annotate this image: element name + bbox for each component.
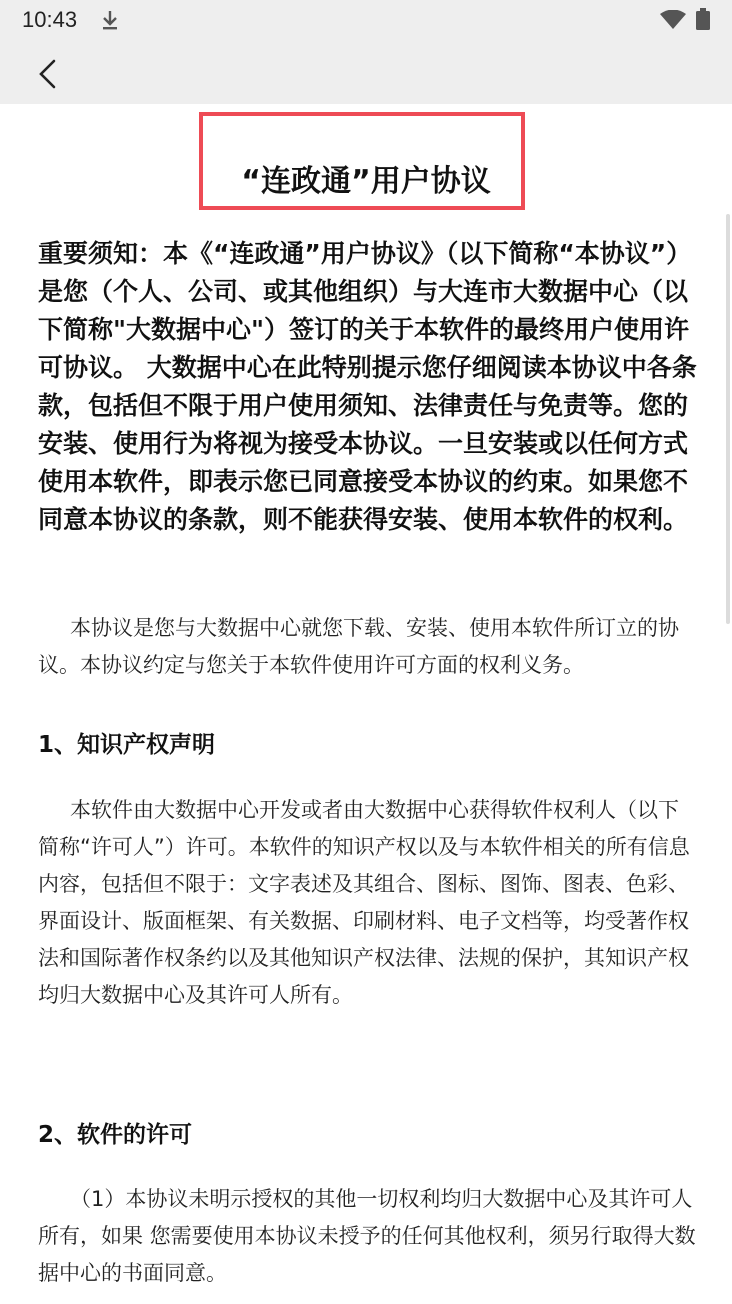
status-bar xyxy=(0,0,732,40)
intro-paragraph: 本协议是您与大数据中心就您下载、安装、使用本软件所订立的协议。本协议约定与您关于本软件使用许可方面的权利义务。 xyxy=(38,616,679,677)
section-1-body: 本软件由大数据中心开发或者由大数据中心获得软件权利人（以下简称“许可人”）许可。本软件的知识产权以及与本软件相关的所有信息内容，包括但不限于：文字表述及其组合、图标、图饰、图表、色彩、界面设计、版面框架、有关数据、印刷材料、电子文档等，均受著作权法和国际著作权条约以及其他知识产权法律、法规的保护，其知识产权均归大数据中心及其许可人所有。 xyxy=(38,798,690,1007)
section-1-heading: 1、知识产权声明 xyxy=(38,732,216,758)
download-icon xyxy=(100,9,120,31)
section-2-body: （1）本协议未明示授权的其他一切权利均归大数据中心及其许可人所有，如果 您需要使用本协议未授予的任何其他权利，须另行取得大数据中心的书面同意。 xyxy=(38,1187,696,1285)
wifi-icon xyxy=(660,10,686,30)
page-title: “连政通”用户协议 xyxy=(241,164,491,199)
chevron-left-icon xyxy=(36,58,60,90)
back-button[interactable] xyxy=(26,52,70,96)
battery-icon xyxy=(696,8,710,30)
status-time: 10:43 xyxy=(22,7,78,32)
agreement-content[interactable] xyxy=(0,104,732,1304)
toolbar xyxy=(0,40,732,104)
section-2-heading: 2、软件的许可 xyxy=(38,1122,193,1148)
important-notice: 重要须知：本《“连政通”用户协议》（以下简称“本协议”）是您（个人、公司、或其他组织）与大连市大数据中心（以下简称"大数据中心"）签订的关于本软件的最终用户使用许可协议。 大数据中心在此特别提示您仔细阅读本协议中各条款，包括但不限于用户使用须知、法律责任与免责等。您的安装、使用行为将视为接受本协议。一旦安装或以任何方式使用本软件，即表示您已同意接受本协议的约束。如果您不同意本协议的条款，则不能获得安装、使用本软件的权利。 xyxy=(38,239,697,534)
scrollbar[interactable] xyxy=(726,214,730,624)
